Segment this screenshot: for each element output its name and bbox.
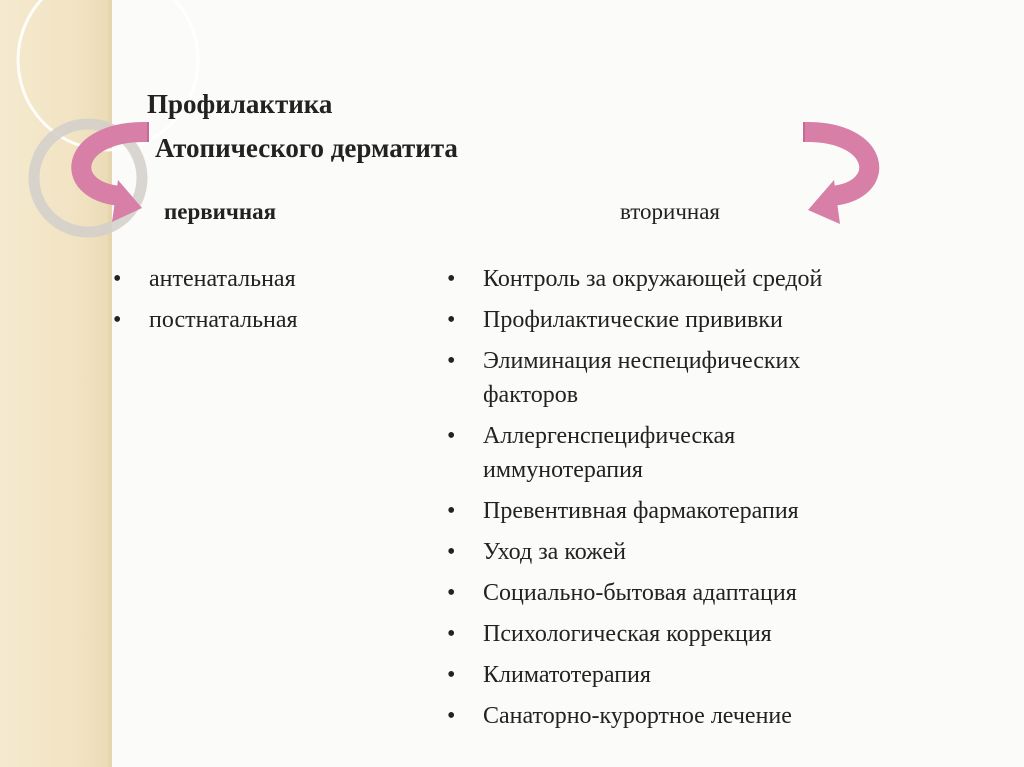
list-item: • Уход за кожей bbox=[447, 535, 887, 569]
slide-title bbox=[147, 84, 458, 168]
list-item: • постнатальная bbox=[113, 303, 413, 337]
category-primary-label: первичная bbox=[164, 199, 277, 224]
list-item: • Санаторно-курортное лечение bbox=[447, 699, 887, 733]
primary-list bbox=[113, 262, 413, 344]
title-line-1: Профилактика bbox=[147, 89, 333, 119]
list-item: • Социально-бытовая адаптация bbox=[447, 576, 887, 610]
list-item: • Аллергенспецифическая иммунотерапия bbox=[447, 419, 887, 487]
curved-arrow-right-icon bbox=[804, 122, 869, 224]
category-secondary-label: вторичная bbox=[620, 199, 721, 224]
list-item: • Превентивная фармакотерапия bbox=[447, 494, 887, 528]
list-item: • Психологическая коррекция bbox=[447, 617, 887, 651]
list-item: • антенатальная bbox=[113, 262, 413, 296]
side-decor-edge bbox=[108, 0, 112, 767]
title-line-2: Атопического дерматита bbox=[155, 133, 458, 163]
list-item: • Климатотерапия bbox=[447, 658, 887, 692]
list-item: • Элиминация неспецифических факторов bbox=[447, 344, 887, 412]
list-item: • Профилактические прививки bbox=[447, 303, 887, 337]
list-item: • Контроль за окружающей средой bbox=[447, 262, 887, 296]
side-decor-band bbox=[0, 0, 112, 767]
secondary-list bbox=[447, 262, 887, 740]
